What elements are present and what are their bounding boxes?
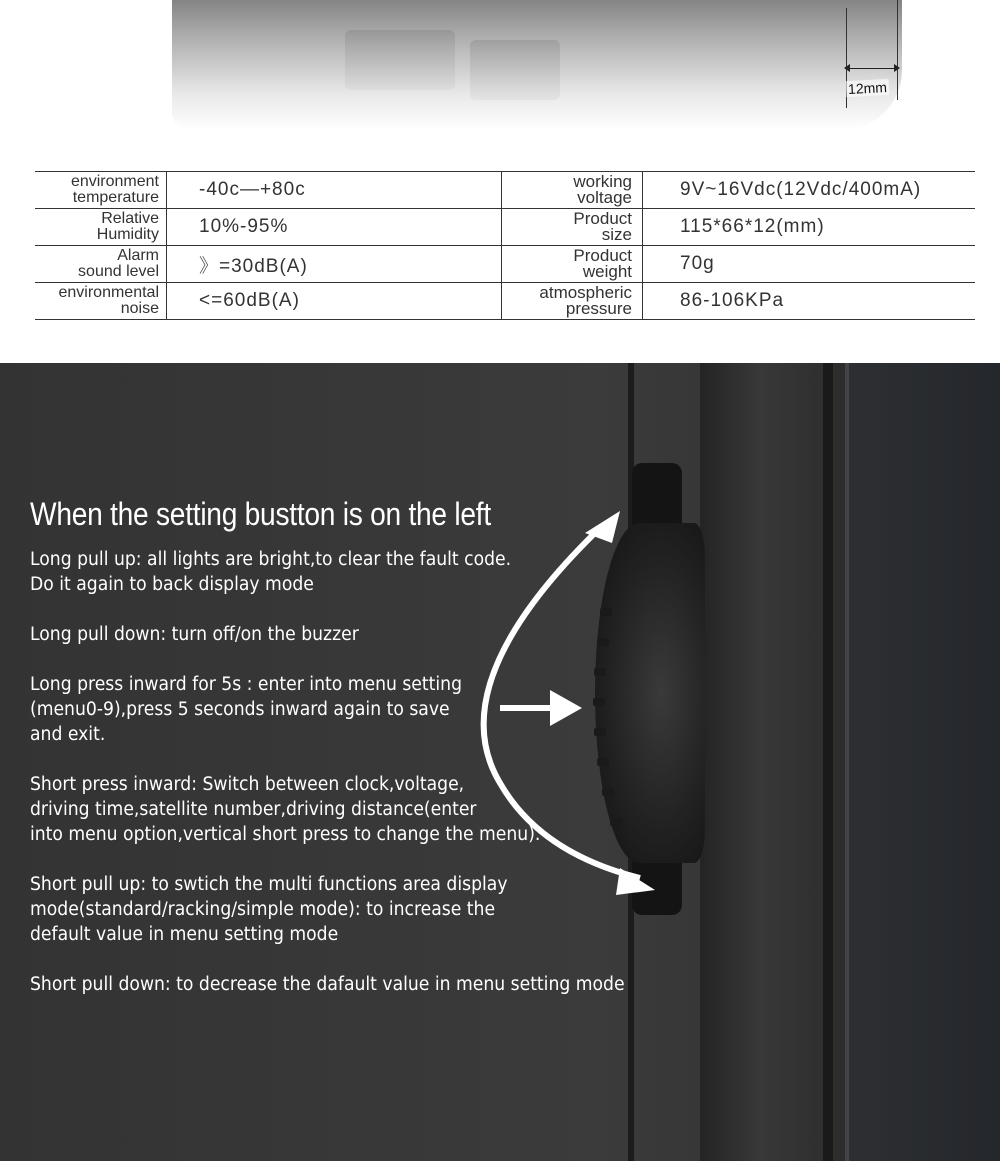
spec-value: 》=30dB(A) [167, 246, 502, 283]
spec-label: Product size [502, 209, 643, 246]
spec-value: <=60dB(A) [167, 283, 502, 320]
table-row [35, 209, 975, 246]
spec-value: 86-106KPa [643, 283, 976, 320]
spec-value: 9V~16Vdc(12Vdc/400mA) [643, 172, 976, 209]
spec-value: -40c—+80c [167, 172, 502, 209]
dimension-arrow [848, 68, 896, 69]
dimension-label: 12mm [847, 78, 888, 98]
product-photo-top [0, 0, 1000, 165]
spec-label: working voltage [502, 172, 643, 209]
instruction-paragraph: Long pull down: turn off/on the buzzer [30, 624, 359, 645]
instruction-body [30, 547, 662, 1022]
table-row [35, 283, 975, 320]
spec-value: 115*66*12(mm) [643, 209, 976, 246]
dimension-line [897, 0, 898, 100]
instruction-paragraph: Short pull up: to swtich the multi functions area display mode(standard/racking/simple mode): to increase the default value in menu setting mode [30, 874, 508, 945]
spec-label: Relative Humidity [35, 209, 167, 246]
spec-value: 10%-95% [167, 209, 502, 246]
table-row [35, 172, 975, 209]
spec-label: Product weight [502, 246, 643, 283]
instruction-paragraph: Short pull down: to decrease the dafault value in menu setting mode [30, 974, 625, 995]
instruction-panel [0, 363, 1000, 1161]
device-screen-reflection [470, 40, 560, 100]
instruction-paragraph: Long pull up: all lights are bright,to clear the fault code. Do it again to back display mode [30, 549, 512, 595]
spec-label: environment temperature [35, 172, 167, 209]
instruction-headline: When the setting bustton is on the left [30, 496, 491, 532]
spec-value: 70g [643, 246, 976, 283]
spec-label: Alarm sound level [35, 246, 167, 283]
instruction-paragraph: Short press inward: Switch between clock,voltage, driving time,satellite number,driving distance(enter into menu option,vertical short press to change the menu). [30, 774, 541, 845]
spec-label: environmental noise [35, 283, 167, 320]
spec-label: atmospheric pressure [502, 283, 643, 320]
table-row [35, 246, 975, 283]
instruction-paragraph: Long press inward for 5s : enter into menu setting (menu0-9),press 5 seconds inward again to save and exit. [30, 674, 462, 745]
device-screen-reflection [345, 30, 455, 90]
spec-table [35, 171, 975, 320]
